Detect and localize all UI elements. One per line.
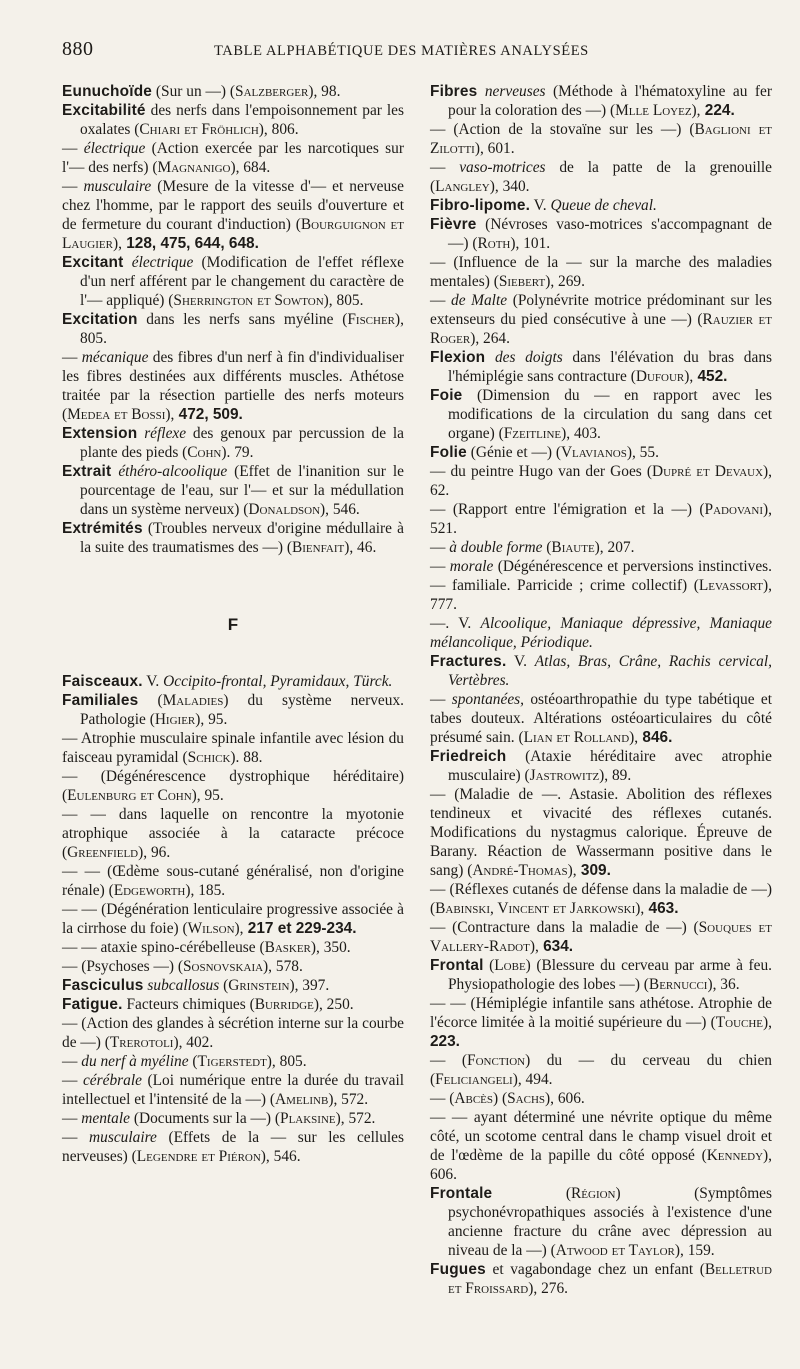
entry-text: dans l'élévation du bras dans l'hémiplégie sans contracture <box>448 349 772 385</box>
index-subentry <box>62 767 404 805</box>
index-subentry <box>430 500 772 538</box>
entry-authors: (Bourguignon et Laugier), <box>62 216 404 252</box>
index-subentry <box>430 158 772 196</box>
entry-authors: (André-Thomas), <box>467 862 577 879</box>
entry-authors: (Mlle Loyez), <box>610 102 701 119</box>
entry-text: (Modification de l'effet réflexe d'un nerf afférent par le changement du caractère de l'— appliqué) <box>80 254 404 309</box>
entry-text: (Symptômes psychonévropathiques associés à l'existence d'une ancienne fracture du crâne avec dépression au niveau de la —) <box>448 1185 772 1259</box>
entry-heading: Frontale <box>430 1185 493 1202</box>
index-subentry <box>62 1052 404 1071</box>
entry-authors: (Baglioni et Zilotti), <box>430 121 773 157</box>
entry-authors: (Roth), <box>472 235 520 252</box>
index-subentry <box>430 253 772 291</box>
entry-qualifier: (Abcès) <box>449 1090 499 1107</box>
entry-text: (Dimension du — en rapport avec les modifications de la circulation du sang dans cet organe) <box>448 387 772 442</box>
right-entries <box>430 82 772 1298</box>
entry-heading: Fièvre <box>430 216 477 233</box>
entry-text: du — du cerveau du chien <box>530 1052 772 1069</box>
entry-text: — <box>62 178 84 195</box>
entry-text: (Action exercée par les narcotiques sur l'— des nerfs) <box>62 140 404 176</box>
entry-page-bold: 846. <box>638 729 673 746</box>
entry-text: — <box>62 1129 90 1146</box>
entry-page: 397. <box>298 977 330 994</box>
entry-page-bold: 224. <box>700 102 735 119</box>
entry-page: 46. <box>353 539 377 556</box>
entry-text: (Névroses vaso-motrices s'accompagnant de —) <box>448 216 772 252</box>
index-subentry <box>62 729 404 767</box>
entry-authors: (Bienfait), <box>286 539 354 556</box>
entry-heading: Fugues <box>430 1261 486 1278</box>
entry-authors: (Levassort), <box>693 577 772 594</box>
entry-authors: (Bernucci), <box>643 976 717 993</box>
index-subentry <box>430 994 772 1051</box>
entry-heading: Extension <box>62 425 138 442</box>
entry-page: 578. <box>272 958 303 975</box>
index-subentry <box>62 1014 404 1052</box>
entry-text: — <box>430 691 452 708</box>
entry-page: 606. <box>554 1090 585 1107</box>
entry-text: — — dans laquelle on rencontre la myotonie atrophique associée à la cataracte précoce <box>62 806 404 842</box>
entry-authors: (Higier), <box>149 711 205 728</box>
entry-text: (Méthode à l'hématoxyline au fer pour la coloration des —) <box>448 83 772 119</box>
index-entry <box>62 462 404 519</box>
entry-text: (Blessure du cerveau par arme à feu. Physiopathologie des lobes —) <box>448 957 772 993</box>
entry-text: — <box>62 140 84 157</box>
entry-authors: (Kennedy), <box>701 1147 772 1164</box>
entry-authors: (Padovani), <box>699 501 772 518</box>
entry-text: — (Contracture dans la maladie de —) <box>430 919 694 936</box>
entry-qualifier: (Maladies) <box>157 692 229 709</box>
entry-page: 79. <box>230 444 254 461</box>
index-subentry <box>62 900 404 938</box>
entry-authors: (Legendre et Piéron), <box>131 1148 270 1165</box>
index-entry <box>430 1184 772 1260</box>
entry-authors: (Lian et Rolland), <box>518 729 639 746</box>
entry-authors: (Vlavianos), <box>555 444 636 461</box>
entry-italic-term: vaso-motrices <box>459 159 546 176</box>
index-subentry <box>62 957 404 976</box>
index-subentry <box>430 690 772 747</box>
entry-text: — (Rapport entre l'émigration et la —) <box>430 501 700 518</box>
entry-page: 402. <box>182 1034 214 1051</box>
entry-page: 805. <box>332 292 364 309</box>
entry-text: — <box>430 558 450 575</box>
entry-qualifier: (Fonction) <box>461 1052 531 1069</box>
entry-text: (Effets de la — sur les cellules nerveuses) <box>62 1129 404 1165</box>
entry-italic-term: des doigts <box>485 349 563 366</box>
entry-authors: (Biaute), <box>546 539 604 556</box>
left-entries-after-f <box>62 672 404 1166</box>
entry-italic-term: réflexe <box>137 425 187 442</box>
entry-italic-term: Occipito-frontal, Pyramidaux, Türck. <box>163 673 393 690</box>
entry-text: — <box>430 539 450 556</box>
entry-text: — <box>62 1072 83 1089</box>
entry-text: (Polynévrite motrice prédominant sur les extenseurs du pied consécutive à une —) <box>430 292 772 328</box>
entry-page: 62. <box>430 482 450 499</box>
entry-authors: (Magnanigo), <box>152 159 240 176</box>
entry-page: 805. <box>275 1053 307 1070</box>
entry-authors: (Amelinb), <box>269 1091 338 1108</box>
entry-page-bold: 463. <box>644 900 679 917</box>
entry-text: — (Psychoses —) <box>62 958 178 975</box>
entry-page-bold: 472, 509. <box>174 406 243 423</box>
entry-authors: (Sherrington et Sowton), <box>168 292 333 309</box>
entry-text: — <box>62 1053 82 1070</box>
entry-page: 55. <box>635 444 659 461</box>
index-entry <box>62 691 404 729</box>
index-subentry <box>62 177 404 253</box>
entry-text: — (Influence de la — sur la marche des maladies mentales) <box>430 254 772 290</box>
entry-text: — <box>62 349 82 366</box>
entry-authors: (Tigerstedt), <box>192 1053 276 1070</box>
index-entry <box>62 82 404 101</box>
entry-authors: (Fzeitline), <box>498 425 571 442</box>
entry-page: 88. <box>239 749 263 766</box>
entry-text: — — (Dégénération lenticulaire progressive associée à la cirrhose du foie) <box>62 901 404 937</box>
entry-page: 269. <box>554 273 585 290</box>
entry-authors: (Medea et Bossi), <box>62 406 175 423</box>
entry-text: — <box>430 292 452 309</box>
entry-heading: Extrait <box>62 463 112 480</box>
entry-authors: (Sachs), <box>502 1090 554 1107</box>
entry-authors: (Eulenburg et Cohn), <box>62 787 201 804</box>
entry-page: 159. <box>683 1242 715 1259</box>
index-entry <box>430 747 772 785</box>
entry-text: (Dégénérescence et perversions instinctives. — familiale. Parricide ; crime collectif) <box>430 558 772 594</box>
entry-text: — <box>430 1090 450 1107</box>
entry-page-bold: 452. <box>693 368 728 385</box>
index-subentry <box>430 1108 772 1184</box>
entry-authors: (Dufour), <box>630 368 694 385</box>
entry-page: 777. <box>430 596 457 613</box>
entry-heading: Extrémités <box>62 520 143 537</box>
entry-page: 207. <box>603 539 635 556</box>
index-subentry <box>62 139 404 177</box>
index-subentry <box>430 557 772 614</box>
index-entry <box>430 386 772 443</box>
index-entry <box>62 976 404 995</box>
entry-heading: Fibro-lipome. <box>430 197 531 214</box>
entry-text: dans les nerfs sans myéline <box>137 311 343 328</box>
index-entry <box>62 310 404 348</box>
entry-text: — (Maladie de —. Astasie. Abolition des réflexes tendineux et vivacité des réflexes cutanés. Modifications du nystagmus calorique. Épreuve de Barany. Réaction de Wassermann positive dans le sang) <box>430 786 772 879</box>
entry-authors: (Siebert), <box>493 273 555 290</box>
index-subentry <box>430 291 772 348</box>
entry-text: des fibres d'un nerf à fin d'individualiser les fibres destinées aux différents muscles. Athétose traitée par la résection partielle des nerfs moteurs <box>62 349 404 404</box>
entry-text: (Mesure de la vitesse d'— et nerveuse chez l'homme, par le rapport des seuils d'ouverture et de fermeture du courant d'induction) <box>62 178 404 233</box>
entry-heading: Fatigue. <box>62 996 123 1013</box>
entry-text: — (Action de la stovaïne sur les —) <box>430 121 690 138</box>
index-entry <box>62 424 404 462</box>
entry-page: 276. <box>537 1280 569 1297</box>
index-subentry <box>430 1089 772 1108</box>
entry-text <box>138 692 157 709</box>
entry-text: (Génie et —) <box>466 444 556 461</box>
entry-italic-term: électrique <box>123 254 194 271</box>
entry-page: 546. <box>329 501 360 518</box>
entry-italic-term: mécanique <box>81 349 149 366</box>
entry-text: de la patte de la grenouille <box>545 159 772 176</box>
entry-page: 89. <box>608 767 632 784</box>
entry-authors: (Burridge), <box>249 996 323 1013</box>
entry-qualifier: (Région) <box>565 1185 621 1202</box>
entry-page: 572. <box>344 1110 376 1127</box>
entry-text: — Atrophie musculaire spinale infantile avec lésion du faisceau pyramidal <box>62 730 404 766</box>
entry-page: 36. <box>716 976 740 993</box>
entry-page: 250. <box>322 996 354 1013</box>
index-entry <box>430 956 772 994</box>
entry-page: 403. <box>570 425 601 442</box>
entry-text: — (Action des glandes à sécrétion interne sur la courbe de —) <box>62 1015 404 1051</box>
index-entry <box>62 995 404 1014</box>
entry-page: 546. <box>269 1148 301 1165</box>
entry-authors: (Grinstein), <box>223 977 299 994</box>
entry-italic-term: Atlas, Bras, Crâne, Rachis cervical, Vertèbres. <box>448 653 772 689</box>
entry-text: et vagabondage chez un enfant <box>485 1261 700 1278</box>
entry-text: (Loi numérique entre la durée du travail intellectuel et l'intensité de la —) <box>62 1072 404 1108</box>
entry-text: — <box>430 159 460 176</box>
entry-text: — — ayant déterminé une névrite optique du même côté, un scotome central dans le champ visuel droit et de l'œdème de la papille du côté opposé <box>430 1109 772 1164</box>
entry-italic-term: musculaire <box>83 178 152 195</box>
entry-page: 521. <box>430 520 457 537</box>
index-subentry <box>430 462 772 500</box>
entry-heading: Excitabilité <box>62 102 146 119</box>
entry-text: des nerfs dans l'empoisonnement par les oxalates <box>80 102 404 138</box>
entry-authors: (Atwood et Taylor), <box>550 1242 684 1259</box>
entry-page: 101. <box>519 235 551 252</box>
index-subentry <box>430 538 772 557</box>
entry-qualifier: (Lobe) <box>489 957 531 974</box>
entry-heading: Folie <box>430 444 467 461</box>
index-entry <box>430 348 772 386</box>
entry-authors: (Salzberger), <box>229 83 318 100</box>
entry-text: Facteurs chimiques <box>122 996 250 1013</box>
page-header <box>62 38 760 68</box>
entry-authors: (Cohn). <box>182 444 231 461</box>
entry-authors: (Fischer), <box>342 311 404 328</box>
index-subentry <box>62 862 404 900</box>
entry-heading: Excitation <box>62 311 138 328</box>
entry-text: — <box>62 1110 82 1127</box>
entry-authors: (Souques et Vallery-Radot), <box>430 919 772 955</box>
entry-text: — <box>430 1052 462 1069</box>
index-subentry <box>430 120 772 158</box>
entry-text: (Sur un —) <box>152 83 230 100</box>
index-subentry <box>430 614 772 652</box>
entry-authors: (Langley), <box>430 178 499 195</box>
entry-heading: Friedreich <box>430 748 507 765</box>
entry-authors: (Greenfield), <box>62 844 148 861</box>
entry-text: — — ataxie spino-cérébelleuse <box>62 939 260 956</box>
left-column <box>62 82 404 1352</box>
entry-authors: (Schick). <box>182 749 240 766</box>
entry-page: 606. <box>430 1166 457 1183</box>
entry-page: 95. <box>200 787 224 804</box>
entry-heading: Foie <box>430 387 463 404</box>
running-title: TABLE ALPHABÉTIQUE DES MATIÈRES ANALYSÉES <box>214 43 589 59</box>
entry-authors: (Jastrowitz), <box>524 767 609 784</box>
right-column <box>430 82 772 1352</box>
entry-heading: Familiales <box>62 692 139 709</box>
entry-authors: (Trerotoli), <box>104 1034 183 1051</box>
entry-text: (Ataxie héréditaire avec atrophie musculaire) <box>448 748 772 784</box>
entry-authors: (Edgeworth), <box>108 882 195 899</box>
entry-italic-term: du nerf à myéline <box>81 1053 189 1070</box>
entry-heading: Fractures. <box>430 653 507 670</box>
entry-text: — (Dégénérescence dystrophique héréditaire) <box>62 768 404 785</box>
entry-text: V. <box>530 197 551 214</box>
entry-page: 805. <box>80 330 107 347</box>
entry-authors: (Rauzier et Roger), <box>430 311 772 347</box>
entry-authors: (Belletrud et Froissard), <box>448 1261 772 1297</box>
entry-heading: Eunuchoïde <box>62 83 153 100</box>
entry-italic-term: cérébrale <box>82 1072 142 1089</box>
entry-authors: (Donaldson), <box>243 501 329 518</box>
section-letter: F <box>227 615 239 634</box>
entry-heading: Excitant <box>62 254 124 271</box>
entry-page: 494. <box>521 1071 553 1088</box>
entry-page: 185. <box>194 882 226 899</box>
left-entries-before-f <box>62 82 404 557</box>
entry-italic-term: musculaire <box>89 1129 157 1146</box>
entry-page-bold: 223. <box>430 1033 460 1050</box>
index-subentry <box>430 785 772 880</box>
entry-authors: (Chiari et Fröhlich), <box>134 121 268 138</box>
entry-text: — — (Œdème sous-cutané généralisé, non d'origine rénale) <box>62 863 404 899</box>
entry-authors: (Wilson), <box>182 920 244 937</box>
index-entry <box>62 672 404 691</box>
entry-italic-term: nerveuses <box>477 83 546 100</box>
entry-text: — du peintre Hugo van der Goes <box>430 463 647 480</box>
entry-text: — — (Hémiplégie infantile sans athétose. Atrophie de l'écorce limitée à la moitié supérieure du —) <box>430 995 772 1031</box>
index-subentry <box>62 348 404 424</box>
entry-text: (Effet de l'inanition sur le pourcentage de l'eau, sur l'— et sur la médullation dans un système nerveux) <box>80 463 404 518</box>
index-subentry <box>62 1109 404 1128</box>
entry-italic-term: morale <box>449 558 494 575</box>
index-entry <box>430 652 772 690</box>
entry-text <box>492 1185 566 1202</box>
index-entry <box>430 82 772 120</box>
entry-page: 98. <box>317 83 341 100</box>
entry-italic-term: mentale <box>81 1110 130 1127</box>
entry-text: (Troubles nerveux d'origine médullaire à la suite des traumatismes des —) <box>80 520 404 556</box>
index-entry <box>430 215 772 253</box>
index-entry <box>62 519 404 557</box>
entry-italic-term: spontanées, <box>451 691 524 708</box>
entry-heading: Frontal <box>430 957 484 974</box>
entry-heading: Faisceaux. <box>62 673 143 690</box>
page-number: 880 <box>62 38 94 60</box>
entry-page-bold: 128, 475, 644, 648. <box>121 235 259 252</box>
index-entry <box>430 1260 772 1298</box>
entry-text: (Documents sur la —) <box>129 1110 275 1127</box>
entry-authors: (Feliciangeli), <box>430 1071 522 1088</box>
entry-authors: (Babinski, Vincent et Jarkowski), <box>430 900 645 917</box>
entry-text: V. <box>506 653 535 670</box>
entry-text: V. <box>142 673 164 690</box>
index-subentry <box>62 1128 404 1166</box>
entry-italic-term: subcallosus <box>143 977 220 994</box>
entry-italic-term: Queue de cheval. <box>550 197 657 214</box>
index-subentry <box>62 938 404 957</box>
index-entry <box>62 253 404 310</box>
entry-page: 264. <box>479 330 510 347</box>
entry-heading: Fasciculus <box>62 977 144 994</box>
index-columns <box>62 82 772 1352</box>
entry-page: 572. <box>337 1091 369 1108</box>
entry-page: 684. <box>239 159 271 176</box>
entry-page-bold: 634. <box>538 938 574 955</box>
entry-text: — (Réflexes cutanés de défense dans la maladie de —) <box>430 881 772 898</box>
entry-page: 806. <box>267 121 299 138</box>
index-subentry <box>430 918 772 956</box>
entry-page: 95. <box>204 711 228 728</box>
index-subentry <box>62 1071 404 1109</box>
entry-page: 601. <box>483 140 515 157</box>
entry-authors: (Plaksine), <box>274 1110 345 1127</box>
entry-page-bold: 217 et 229-234. <box>243 920 357 937</box>
entry-authors: (Sosnovskaia), <box>177 958 273 975</box>
index-entry <box>62 101 404 139</box>
entry-page: 340. <box>498 178 530 195</box>
index-entry <box>430 196 772 215</box>
index-subentry <box>430 1051 772 1089</box>
entry-italic-term: éthéro-alcoolique <box>111 463 228 480</box>
entry-page: 350. <box>319 939 351 956</box>
index-entry <box>430 443 772 462</box>
entry-heading: Flexion <box>430 349 486 366</box>
entry-authors: (Dupré et Devaux), <box>646 463 773 480</box>
entry-italic-term: à double forme <box>449 539 543 556</box>
entry-authors: (Touche), <box>710 1014 772 1031</box>
entry-page: 96. <box>147 844 171 861</box>
entry-italic-term: électrique <box>83 140 146 157</box>
entry-italic-term: de Malte <box>451 292 508 309</box>
entry-italic-term: Alcoolique, Maniaque dépressive, Maniaque mélancolique, Périodique. <box>430 615 773 651</box>
index-subentry <box>62 805 404 862</box>
entry-text: du système nerveux. Pathologie <box>80 692 404 728</box>
entry-text: ostéoarthropathie du type tabétique et tabes douteux. Altérations ostéoarticulaires du côté présumé sain. <box>430 691 772 746</box>
entry-heading: Fibres <box>430 83 478 100</box>
entry-text: des genoux par percussion de la plante des pieds <box>80 425 404 461</box>
entry-text: —. V. <box>430 615 481 632</box>
index-subentry <box>430 880 772 918</box>
entry-page-bold: 309. <box>576 862 611 879</box>
entry-authors: (Basker), <box>259 939 320 956</box>
